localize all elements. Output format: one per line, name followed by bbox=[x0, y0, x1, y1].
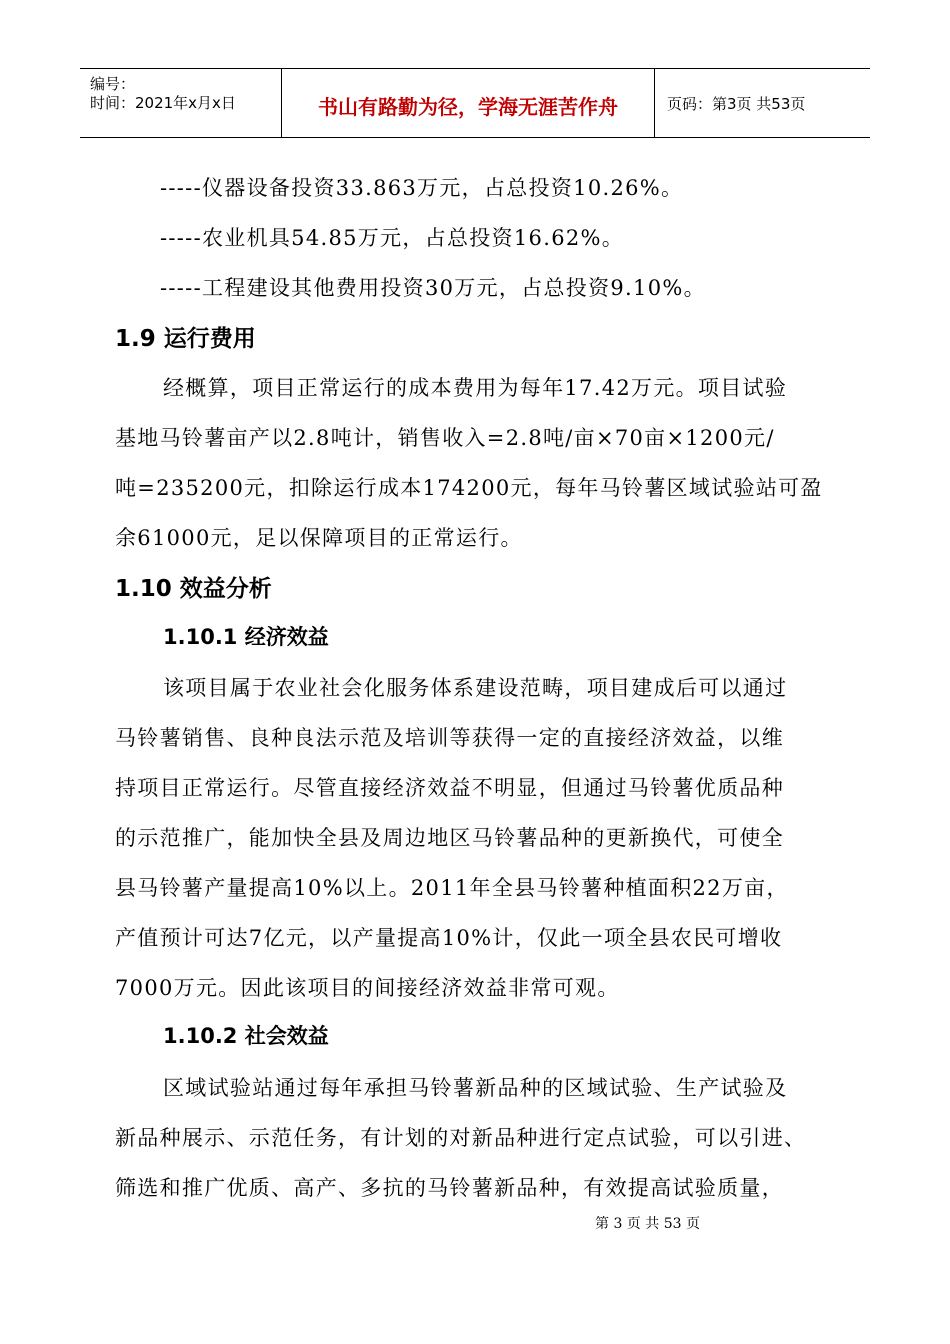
header-motto-cell bbox=[282, 69, 655, 137]
section-heading-1-10: 1.10 效益分析 bbox=[115, 576, 272, 602]
investment-line: -----工程建设其他费用投资30万元，占总投资9.10%。 bbox=[160, 276, 706, 300]
page-footer: 第 3 页 共 53 页 bbox=[595, 1216, 700, 1232]
paragraph-line: 吨=235200元，扣除运行成本174200元，每年马铃薯区域试验站可盈 bbox=[115, 476, 823, 500]
paragraph-line: 经概算，项目正常运行的成本费用为每年17.42万元。项目试验 bbox=[163, 376, 788, 400]
header-motto: 书山有路勤为径，学海无涯苦作舟 bbox=[318, 95, 618, 119]
investment-line: -----仪器设备投资33.863万元，占总投资10.26%。 bbox=[160, 176, 684, 200]
header-page-info: 页码：第3页 共53页 bbox=[667, 95, 806, 113]
paragraph-line: 县马铃薯产量提高10%以上。2011年全县马铃薯种植面积22万亩， bbox=[115, 876, 789, 900]
subsection-heading-1-10-2: 1.10.2 社会效益 bbox=[163, 1024, 329, 1048]
paragraph-line: 基地马铃薯亩产以2.8吨计，销售收入=2.8吨/亩×70亩×1200元/ bbox=[115, 426, 775, 450]
paragraph-line: 该项目属于农业社会化服务体系建设范畴，项目建成后可以通过 bbox=[163, 676, 788, 700]
header-page-cell bbox=[655, 69, 870, 137]
page-header bbox=[80, 68, 870, 138]
paragraph-line: 7000万元。因此该项目的间接经济效益非常可观。 bbox=[115, 976, 620, 1000]
section-heading-1-9: 1.9 运行费用 bbox=[115, 326, 256, 352]
paragraph-line: 马铃薯销售、良种良法示范及培训等获得一定的直接经济效益，以维 bbox=[115, 726, 784, 750]
doc-time-label: 时间：2021年x月x日 bbox=[90, 94, 236, 112]
doc-number-label: 编号： bbox=[90, 75, 136, 93]
paragraph-line: 筛选和推广优质、高产、多抗的马铃薯新品种，有效提高试验质量， bbox=[115, 1176, 784, 1200]
paragraph-line: 的示范推广，能加快全县及周边地区马铃薯品种的更新换代，可使全 bbox=[115, 826, 784, 850]
paragraph-line: 区域试验站通过每年承担马铃薯新品种的区域试验、生产试验及 bbox=[163, 1076, 788, 1100]
investment-line: -----农业机具54.85万元，占总投资16.62%。 bbox=[160, 226, 625, 250]
header-meta-cell bbox=[80, 69, 282, 137]
paragraph-line: 持项目正常运行。尽管直接经济效益不明显，但通过马铃薯优质品种 bbox=[115, 776, 784, 800]
subsection-heading-1-10-1: 1.10.1 经济效益 bbox=[163, 625, 329, 649]
paragraph-line: 产值预计可达7亿元，以产量提高10%计，仅此一项全县农民可增收 bbox=[115, 926, 783, 950]
paragraph-line: 新品种展示、示范任务，有计划的对新品种进行定点试验，可以引进、 bbox=[115, 1126, 807, 1150]
paragraph-line: 余61000元，足以保障项目的正常运行。 bbox=[115, 526, 523, 550]
